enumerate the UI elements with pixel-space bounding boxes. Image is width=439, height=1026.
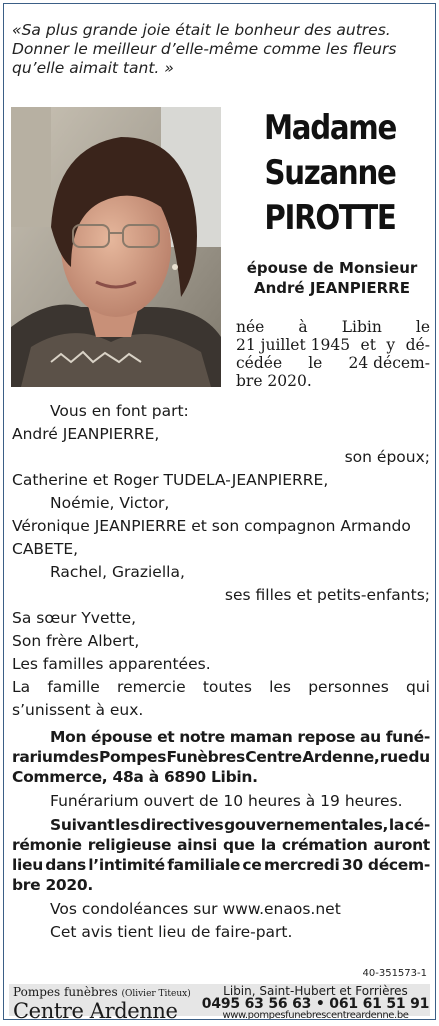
epigraph-quote: [12, 21, 427, 78]
obituary-notice: [3, 3, 436, 1020]
hours-line: Funérarium ouvert de 10 heures à 19 heures.: [50, 792, 403, 810]
word: et: [360, 336, 376, 354]
word: religieuse: [87, 836, 172, 854]
word: au: [360, 728, 381, 746]
logo-note: (Olivier Titeux): [121, 989, 191, 999]
thanks-line: [12, 676, 430, 699]
announcement-text: [12, 400, 430, 944]
word: rémonie: [12, 836, 82, 854]
family-line: ses filles et petits-enfants;: [224, 586, 430, 604]
spouse-line: épouse de Monsieur: [246, 259, 418, 277]
portrait-photo: [11, 107, 221, 387]
phone-numbers: 0495 63 56 63 • 061 61 51 91: [201, 996, 430, 1012]
word: Suivant: [50, 816, 115, 834]
word: ainsi: [177, 836, 217, 854]
born-line: [236, 372, 430, 390]
word: que: [222, 836, 255, 854]
towns-text: Libin, Saint-Hubert et Forrières: [223, 984, 408, 998]
word: dé-: [405, 336, 430, 354]
website-link[interactable]: www.pompesfunebrescentreardenne.be: [222, 1010, 409, 1020]
directives-line: [12, 855, 430, 875]
word: La: [12, 678, 31, 696]
family-line: son époux;: [344, 448, 430, 466]
word: auront: [373, 836, 430, 854]
funeral-home-logo: [9, 984, 201, 1020]
family-line: Véronique JEANPIERRE et son compagnon Armando: [12, 517, 411, 535]
last-name: PIROTTE: [264, 198, 396, 238]
quote-line: qu’elle aimait tant. »: [12, 59, 174, 77]
word: rarium: [12, 748, 69, 766]
condolences-line: Vos condoléances sur www.enaos.net: [50, 900, 341, 918]
word: personnes: [308, 678, 389, 696]
word: des: [68, 748, 99, 766]
birth-death-info: [236, 318, 430, 390]
deceased-name: [240, 106, 420, 241]
word: l’intimité: [88, 856, 165, 874]
funeral-home-contact: [201, 984, 430, 1020]
word: lieu: [12, 856, 43, 874]
spouse-line: André JEANPIERRE: [254, 279, 410, 297]
name-title: Madame: [263, 108, 397, 148]
word: née: [236, 318, 265, 336]
word: gouvernementales,: [224, 816, 389, 834]
word: ce: [242, 856, 262, 874]
word: directives: [140, 816, 224, 834]
funeral-home-banner: [9, 984, 430, 1020]
word: cé-: [404, 816, 430, 834]
word: notre: [179, 728, 225, 746]
word: Centre: [245, 748, 302, 766]
family-line: CABETE,: [12, 540, 79, 558]
word: mercredi: [263, 856, 340, 874]
intro-line: Vous en font part:: [50, 402, 189, 420]
word: les: [269, 678, 292, 696]
word: repose: [297, 728, 356, 746]
word: toutes: [202, 678, 252, 696]
word: rue: [379, 748, 409, 766]
funerarium-line: Commerce, 48a à 6890 Libin.: [12, 768, 258, 786]
notice-line: Cet avis tient lieu de faire-part.: [50, 923, 293, 941]
family-line: Noémie, Victor,: [50, 494, 170, 512]
word: le: [415, 318, 430, 336]
word: cédée: [236, 354, 283, 372]
word: épouse: [91, 728, 153, 746]
first-name: Suzanne: [264, 153, 396, 193]
word: bre 2020.: [236, 372, 312, 390]
word: 24 décem-: [348, 354, 430, 372]
logo-title: Centre Ardenne: [13, 999, 178, 1020]
family-line: Son frère Albert,: [12, 632, 140, 650]
word: y: [386, 336, 396, 354]
born-line: [236, 354, 430, 372]
thanks-line: s’unissent à eux.: [12, 701, 144, 719]
family-line: Sa sœur Yvette,: [12, 609, 137, 627]
family-line: Les familles apparentées.: [12, 655, 211, 673]
word: et: [157, 728, 175, 746]
word: Ardenne,: [302, 748, 380, 766]
word: qui: [405, 678, 430, 696]
directives-line: [12, 815, 430, 835]
word: crémation: [281, 836, 368, 854]
word: les: [115, 816, 140, 834]
word: la: [260, 836, 276, 854]
funerarium-line: [12, 727, 430, 747]
family-line: Rachel, Graziella,: [50, 563, 185, 581]
word: 21 juillet 1945: [236, 336, 351, 354]
word: Mon: [50, 728, 87, 746]
word: remercie: [117, 678, 186, 696]
quote-line: «Sa plus grande joie était le bonheur des autres.: [12, 21, 391, 39]
family-line: Catherine et Roger TUDELA-JEANPIERRE,: [12, 471, 329, 489]
word: du: [408, 748, 430, 766]
word: familiale: [167, 856, 241, 874]
word: le: [308, 354, 323, 372]
word: funé-: [385, 728, 430, 746]
spouse-info: [238, 258, 426, 298]
born-line: [236, 318, 430, 336]
family-line: André JEANPIERRE,: [12, 425, 160, 443]
word: Libin: [341, 318, 382, 336]
word: à: [298, 318, 308, 336]
directives-line: bre 2020.: [12, 876, 93, 894]
logo-subtitle: [13, 986, 201, 1000]
word: dans: [45, 856, 86, 874]
directives-line: [12, 835, 430, 855]
word: la: [388, 816, 405, 834]
funerarium-line: [12, 747, 430, 767]
word: 30 décem-: [341, 856, 430, 874]
word: famille: [47, 678, 100, 696]
word: maman: [229, 728, 293, 746]
born-line: [236, 336, 430, 354]
reference-number: 40-351573-1: [362, 968, 427, 979]
word: Pompes: [98, 748, 167, 766]
word: Funèbres: [166, 748, 245, 766]
quote-line: Donner le meilleur d’elle-même comme les fleurs: [12, 40, 397, 58]
logo-small-title: Pompes funèbres: [13, 985, 118, 999]
